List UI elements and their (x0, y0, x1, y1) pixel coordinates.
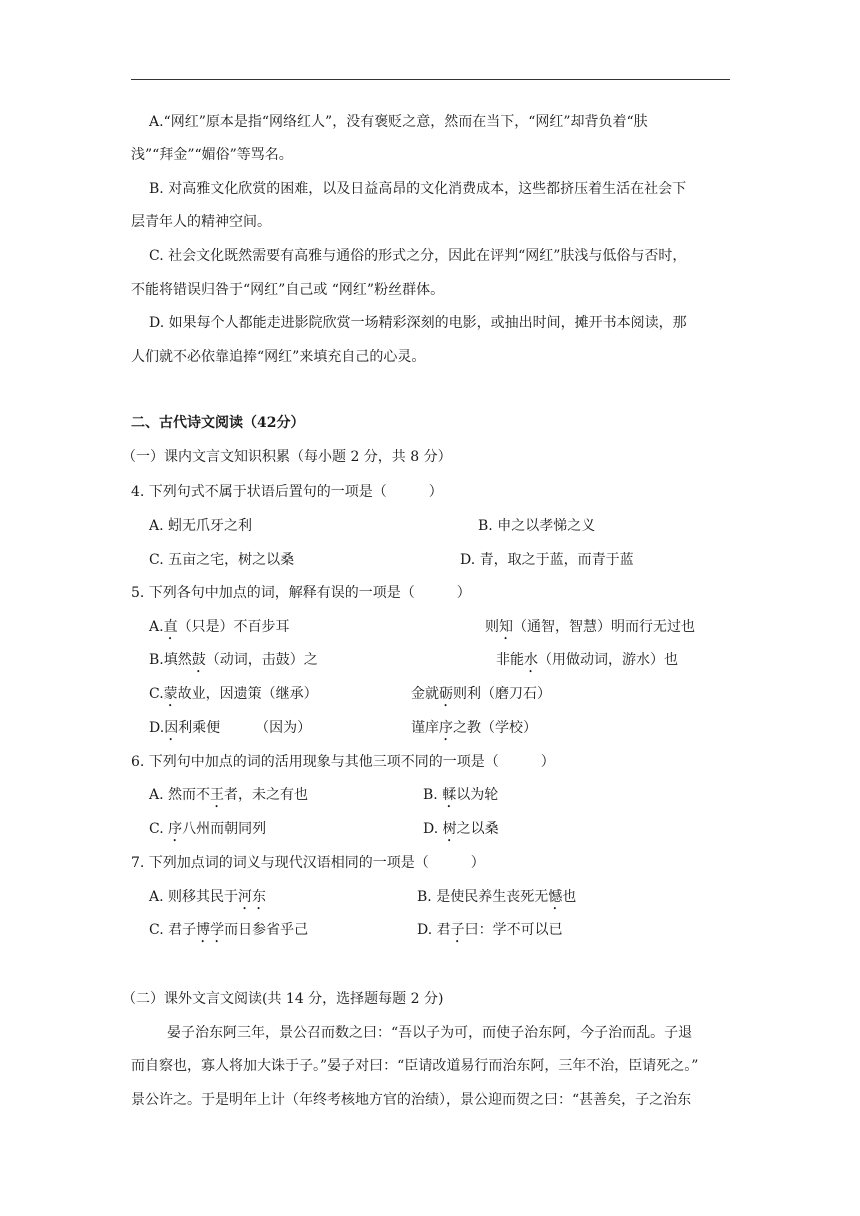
q7-option-c: C. 君子博学而日参省乎己 (149, 922, 309, 938)
dotted-word: 子 (450, 922, 465, 938)
q3-option-c-line1: C. 社会文化既然需要有高雅与通俗的形式之分，因此在评判“网红”肤浅与低俗与否时， (149, 248, 687, 264)
q4-option-b: B. 申之以孝悌之义 (478, 518, 596, 534)
dotted-word: 河东 (238, 889, 267, 905)
dotted-word: 憾 (548, 889, 563, 905)
dotted-word: 王 (210, 787, 225, 803)
q3-option-d-line2: 人们就不必依靠追捧“网红”来填充自己的心灵。 (131, 349, 426, 365)
q6-option-b: B. 輮以为轮 (423, 787, 499, 803)
dotted-word: 序 (439, 720, 453, 736)
dotted-word: 水 (524, 652, 538, 668)
section-title: 二、古代诗文阅读（42分） (131, 415, 305, 431)
q6-stem: 6. 下列句中加点的词的活用现象与其他三项不同的一项是（ ） (131, 754, 555, 770)
dotted-word: 博学 (196, 922, 225, 938)
q7-option-d: D. 君子曰：学不可以已 (417, 922, 563, 938)
dotted-word: 輮 (442, 787, 457, 803)
dotted-word: 鼓 (191, 652, 206, 668)
dotted-word: 树 (442, 821, 457, 837)
q4-stem: 4. 下列句式不属于状语后置句的一项是（ ） (131, 484, 443, 500)
q5-option-a-right: 则知（通智，智慧）明而行无过也 (485, 619, 695, 635)
q4-option-a: A. 蚓无爪牙之利 (149, 518, 253, 534)
dotted-word: 砺 (439, 686, 453, 702)
q7-option-b: B. 是使民养生丧死无憾也 (417, 889, 577, 905)
dotted-word: 蒙 (163, 686, 178, 702)
dotted-word: 知 (499, 619, 513, 635)
q3-option-a-line1: A.“网红”原本是指“网络红人”，没有褒贬之意，然而在当下，“网红”却背负着“肤 (149, 114, 648, 130)
q3-option-b-line2: 层青年人的精神空间。 (131, 214, 271, 230)
passage-line-1: 晏子治东阿三年，景公召而数之曰：“吾以子为可，而使子治东阿，今子治而乱。子退 (167, 1025, 693, 1041)
part2-title: （二）课外文言文阅读(共 14 分，选择题每题 2 分) (122, 991, 444, 1007)
q5-option-d-left: D.因利乘便 （因为） (149, 720, 312, 736)
q7-stem: 7. 下列加点词的词义与现代汉语相同的一项是（ ） (131, 855, 485, 871)
q3-option-d-line1: D. 如果每个人都能走进影院欣赏一场精彩深刻的电影，或抽出时间，摊开书本阅读，那 (149, 315, 687, 331)
q3-option-b-line1: B. 对高雅文化欣赏的困难，以及日益高昂的文化消费成本，这些都挤压着生活在社会下 (149, 181, 687, 197)
q5-option-c-left: C.蒙故业，因遗策（继承） (149, 686, 318, 702)
passage-line-2: 而自察也，寡人将加大诛于子。”晏子对曰：“臣请改道易行而治东阿，三年不治，臣请死之。” (131, 1058, 699, 1074)
q4-option-d: D. 青，取之于蓝，而青于蓝 (460, 552, 634, 568)
q6-option-a: A. 然而不王者，未之有也 (149, 787, 309, 803)
q6-option-d: D. 树之以桑 (423, 821, 499, 837)
header-rule (131, 79, 730, 80)
part1-title: （一）课内文言文知识积累（每小题 2 分，共 8 分） (122, 449, 452, 465)
q5-option-a-left: A.直（只是）不百步耳 (149, 619, 290, 635)
dotted-word: 因 (164, 720, 179, 736)
q5-option-d-right: 谨庠序之教（学校） (411, 720, 537, 736)
q7-option-a: A. 则移其民于河东 (149, 889, 267, 905)
dotted-word: 直 (163, 619, 178, 635)
q6-option-c: C. 序八州而朝同列 (149, 821, 267, 837)
q5-option-b-left: B.填然鼓（动词，击鼓）之 (149, 652, 318, 668)
q5-stem: 5. 下列各句中加点的词，解释有误的一项是（ ） (131, 585, 471, 601)
q4-option-c: C. 五亩之宅，树之以桑 (149, 552, 295, 568)
q3-option-a-line2: 浅”“拜金”“媚俗”等骂名。 (131, 147, 293, 163)
q3-option-c-line2: 不能将错误归咎于“网红”自己或 “网红”粉丝群体。 (131, 282, 445, 298)
q5-option-b-right: 非能水（用做动词，游水）也 (496, 652, 678, 668)
passage-line-3: 景公许之。于是明年上计（年终考核地方官的治绩），景公迎而贺之曰：“甚善矣，子之治东 (131, 1092, 692, 1108)
q5-option-c-right: 金就砺则利（磨刀石） (411, 686, 551, 702)
dotted-word: 序 (168, 821, 183, 837)
